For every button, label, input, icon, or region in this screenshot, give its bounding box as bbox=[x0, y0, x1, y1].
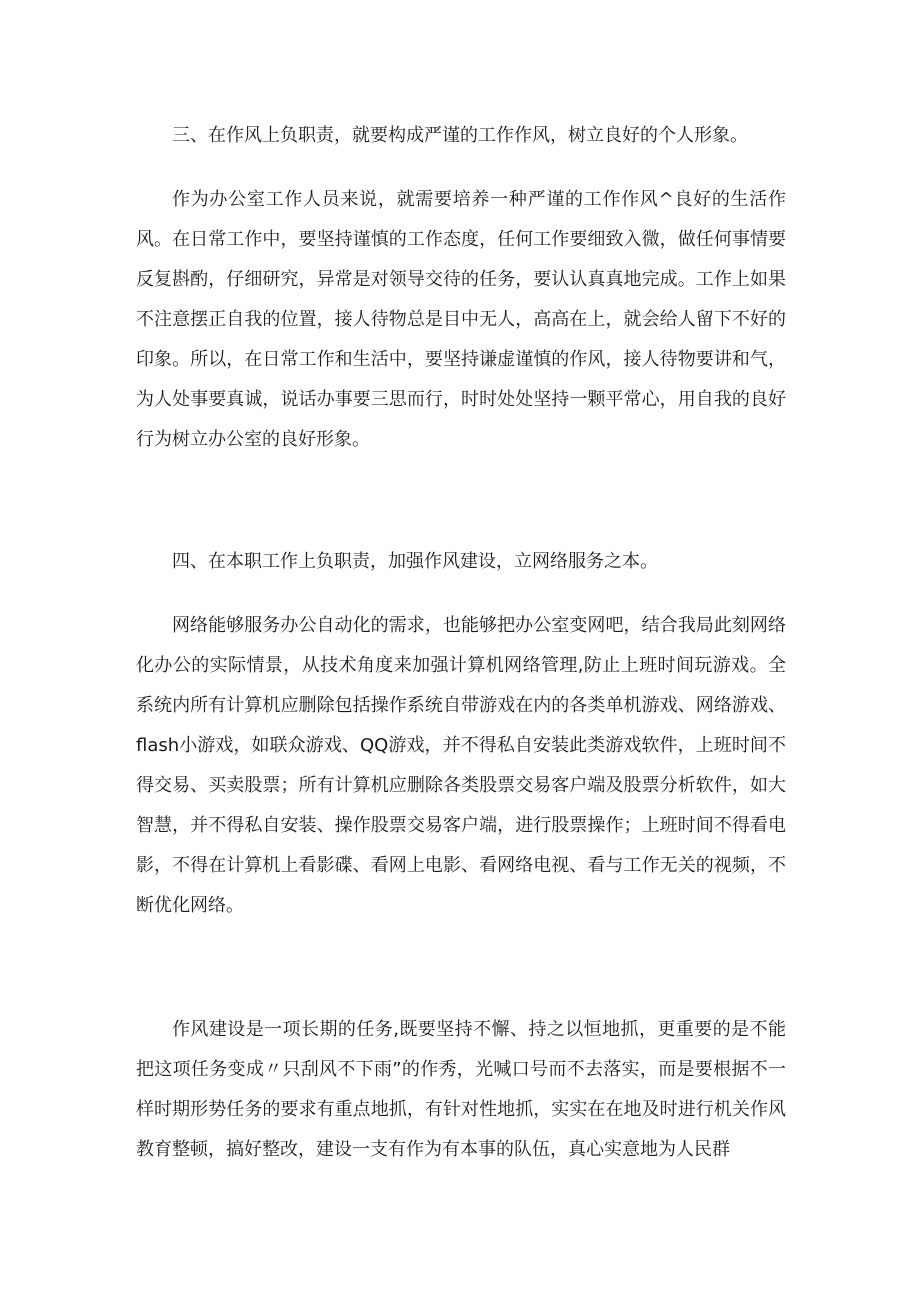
body-paragraph-work-style bbox=[136, 180, 786, 460]
paragraph: 作风建设是一项长期的任务,既要坚持不懈、持之以恒地抓，更重要的是不能把这项任务变成〃只刮风不下雨”的作秀，光喊口号而不去落实，而是要根据不一样时期形势任务的要求有重点地抓，有针对性地抓，实实在在地及时进行机关作风教育整顿，搞好整改，建设一支有作为有本事的队伍，真心实意地为人民群 bbox=[136, 1019, 786, 1160]
paragraph: 网络能够服务办公自动化的需求，也能够把办公室变网吧，结合我局此刻网络化办公的实际情景，从技术角度来加强计算机网络管理,防止上班时间玩游戏。全系统内所有计算机应删除包括操作系统自带游戏在内的各类单机游戏、网络游戏、flash小游戏，如联众游戏、QQ游戏，并不得私自安装此类游戏软件，上班时间不得交易、买卖股票；所有计算机应删除各类股票交易客户端及股票分析软件，如大智慧，并不得私自安装、操作股票交易客户端，进行股票操作；上班时间不得看电影，不得在计算机上看影碟、看网上电影、看网络电视、看与工作无关的视频，不断优化网络。 bbox=[136, 615, 786, 916]
body-paragraph-network bbox=[136, 606, 786, 926]
paragraph: 作为办公室工作人员来说，就需要培养一种严谨的工作作风^良好的生活作风。在日常工作中，要坚持谨慎的工作态度，任何工作要细致入微，做任何事情要反复斟酌，仔细研究，异常是对领导交待的任务，要认认真真地完成。工作上如果不注意摆正自我的位置，接人待物总是目中无人，高高在上，就会给人留下不好的印象。所以，在日常工作和生活中，要坚持谦虚谨慎的作风，接人待物要讲和气，为人处事要真诚，说话办事要三思而行，时时处处坚持一颗平常心，用自我的良好行为树立办公室的良好形象。 bbox=[136, 189, 786, 450]
paragraph: 四、在本职工作上负职责，加强作风建设，立网络服务之本。 bbox=[172, 551, 658, 572]
body-paragraph-style-building bbox=[136, 1010, 786, 1170]
paragraph: 三、在作风上负职责，就要构成严谨的工作作风，树立良好的个人形象。 bbox=[172, 125, 748, 146]
section-heading-three bbox=[136, 116, 786, 156]
section-heading-four bbox=[136, 542, 786, 582]
